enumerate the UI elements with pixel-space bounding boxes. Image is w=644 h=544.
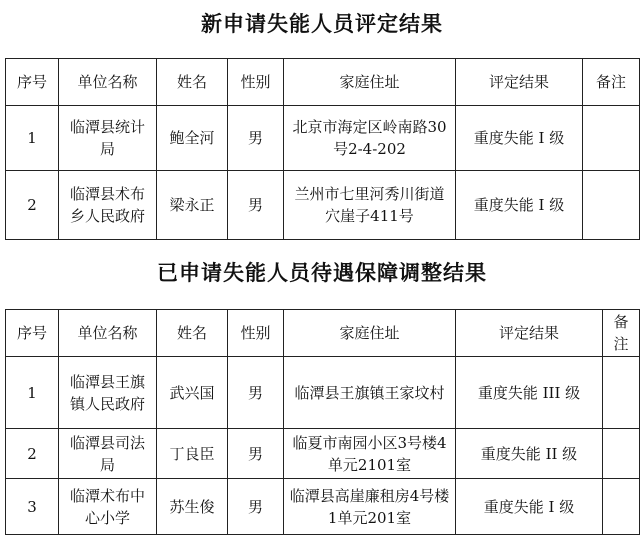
cell-no: 2	[6, 429, 59, 479]
cell-unit: 临潭县统计局	[59, 106, 157, 171]
cell-name: 丁良臣	[157, 429, 228, 479]
cell-name: 武兴国	[157, 357, 228, 429]
header-no: 序号	[6, 59, 59, 106]
cell-result: 重度失能 II 级	[456, 429, 603, 479]
cell-gender: 男	[228, 479, 284, 535]
cell-gender: 男	[228, 429, 284, 479]
cell-result: 重度失能 I 级	[456, 479, 603, 535]
header-result: 评定结果	[456, 59, 583, 106]
table-row	[6, 106, 640, 171]
cell-note	[583, 171, 640, 240]
cell-no: 1	[6, 357, 59, 429]
header-address: 家庭住址	[284, 310, 456, 357]
cell-note	[603, 357, 640, 429]
section1-title: 新申请失能人员评定结果	[201, 11, 443, 36]
cell-address: 临潭县高崖廉租房4号楼1单元201室	[284, 479, 456, 535]
table-header-row	[6, 59, 640, 106]
cell-gender: 男	[228, 357, 284, 429]
cell-address: 兰州市七里河秀川街道穴崖子411号	[284, 171, 456, 240]
cell-gender: 男	[228, 171, 284, 240]
header-name: 姓名	[157, 310, 228, 357]
cell-address: 北京市海定区岭南路30号2-4-202	[284, 106, 456, 171]
section2-title: 已申请失能人员待遇保障调整结果	[157, 260, 487, 285]
header-gender: 性别	[228, 310, 284, 357]
cell-no: 3	[6, 479, 59, 535]
header-note: 备注	[603, 310, 640, 357]
adjustment-results-table	[5, 309, 640, 535]
cell-name: 梁永正	[157, 171, 228, 240]
new-applicants-table	[5, 58, 640, 240]
cell-unit: 临潭县司法局	[59, 429, 157, 479]
header-name: 姓名	[157, 59, 228, 106]
cell-note	[583, 106, 640, 171]
table-header-row	[6, 310, 640, 357]
table-row	[6, 357, 640, 429]
cell-result: 重度失能 I 级	[456, 106, 583, 171]
cell-name: 鲍全河	[157, 106, 228, 171]
header-note: 备注	[583, 59, 640, 106]
header-address: 家庭住址	[284, 59, 456, 106]
cell-address: 临夏市南园小区3号楼4单元2101室	[284, 429, 456, 479]
cell-no: 1	[6, 106, 59, 171]
cell-unit: 临潭县王旗镇人民政府	[59, 357, 157, 429]
header-unit: 单位名称	[59, 59, 157, 106]
header-unit: 单位名称	[59, 310, 157, 357]
table-row	[6, 429, 640, 479]
header-result: 评定结果	[456, 310, 603, 357]
cell-note	[603, 429, 640, 479]
cell-unit: 临潭术布中心小学	[59, 479, 157, 535]
table-row	[6, 171, 640, 240]
cell-result: 重度失能 III 级	[456, 357, 603, 429]
cell-result: 重度失能 I 级	[456, 171, 583, 240]
cell-note	[603, 479, 640, 535]
header-no: 序号	[6, 310, 59, 357]
cell-address: 临潭县王旗镇王家坟村	[284, 357, 456, 429]
cell-no: 2	[6, 171, 59, 240]
cell-gender: 男	[228, 106, 284, 171]
table-row	[6, 479, 640, 535]
header-gender: 性别	[228, 59, 284, 106]
cell-unit: 临潭县术布乡人民政府	[59, 171, 157, 240]
cell-name: 苏生俊	[157, 479, 228, 535]
